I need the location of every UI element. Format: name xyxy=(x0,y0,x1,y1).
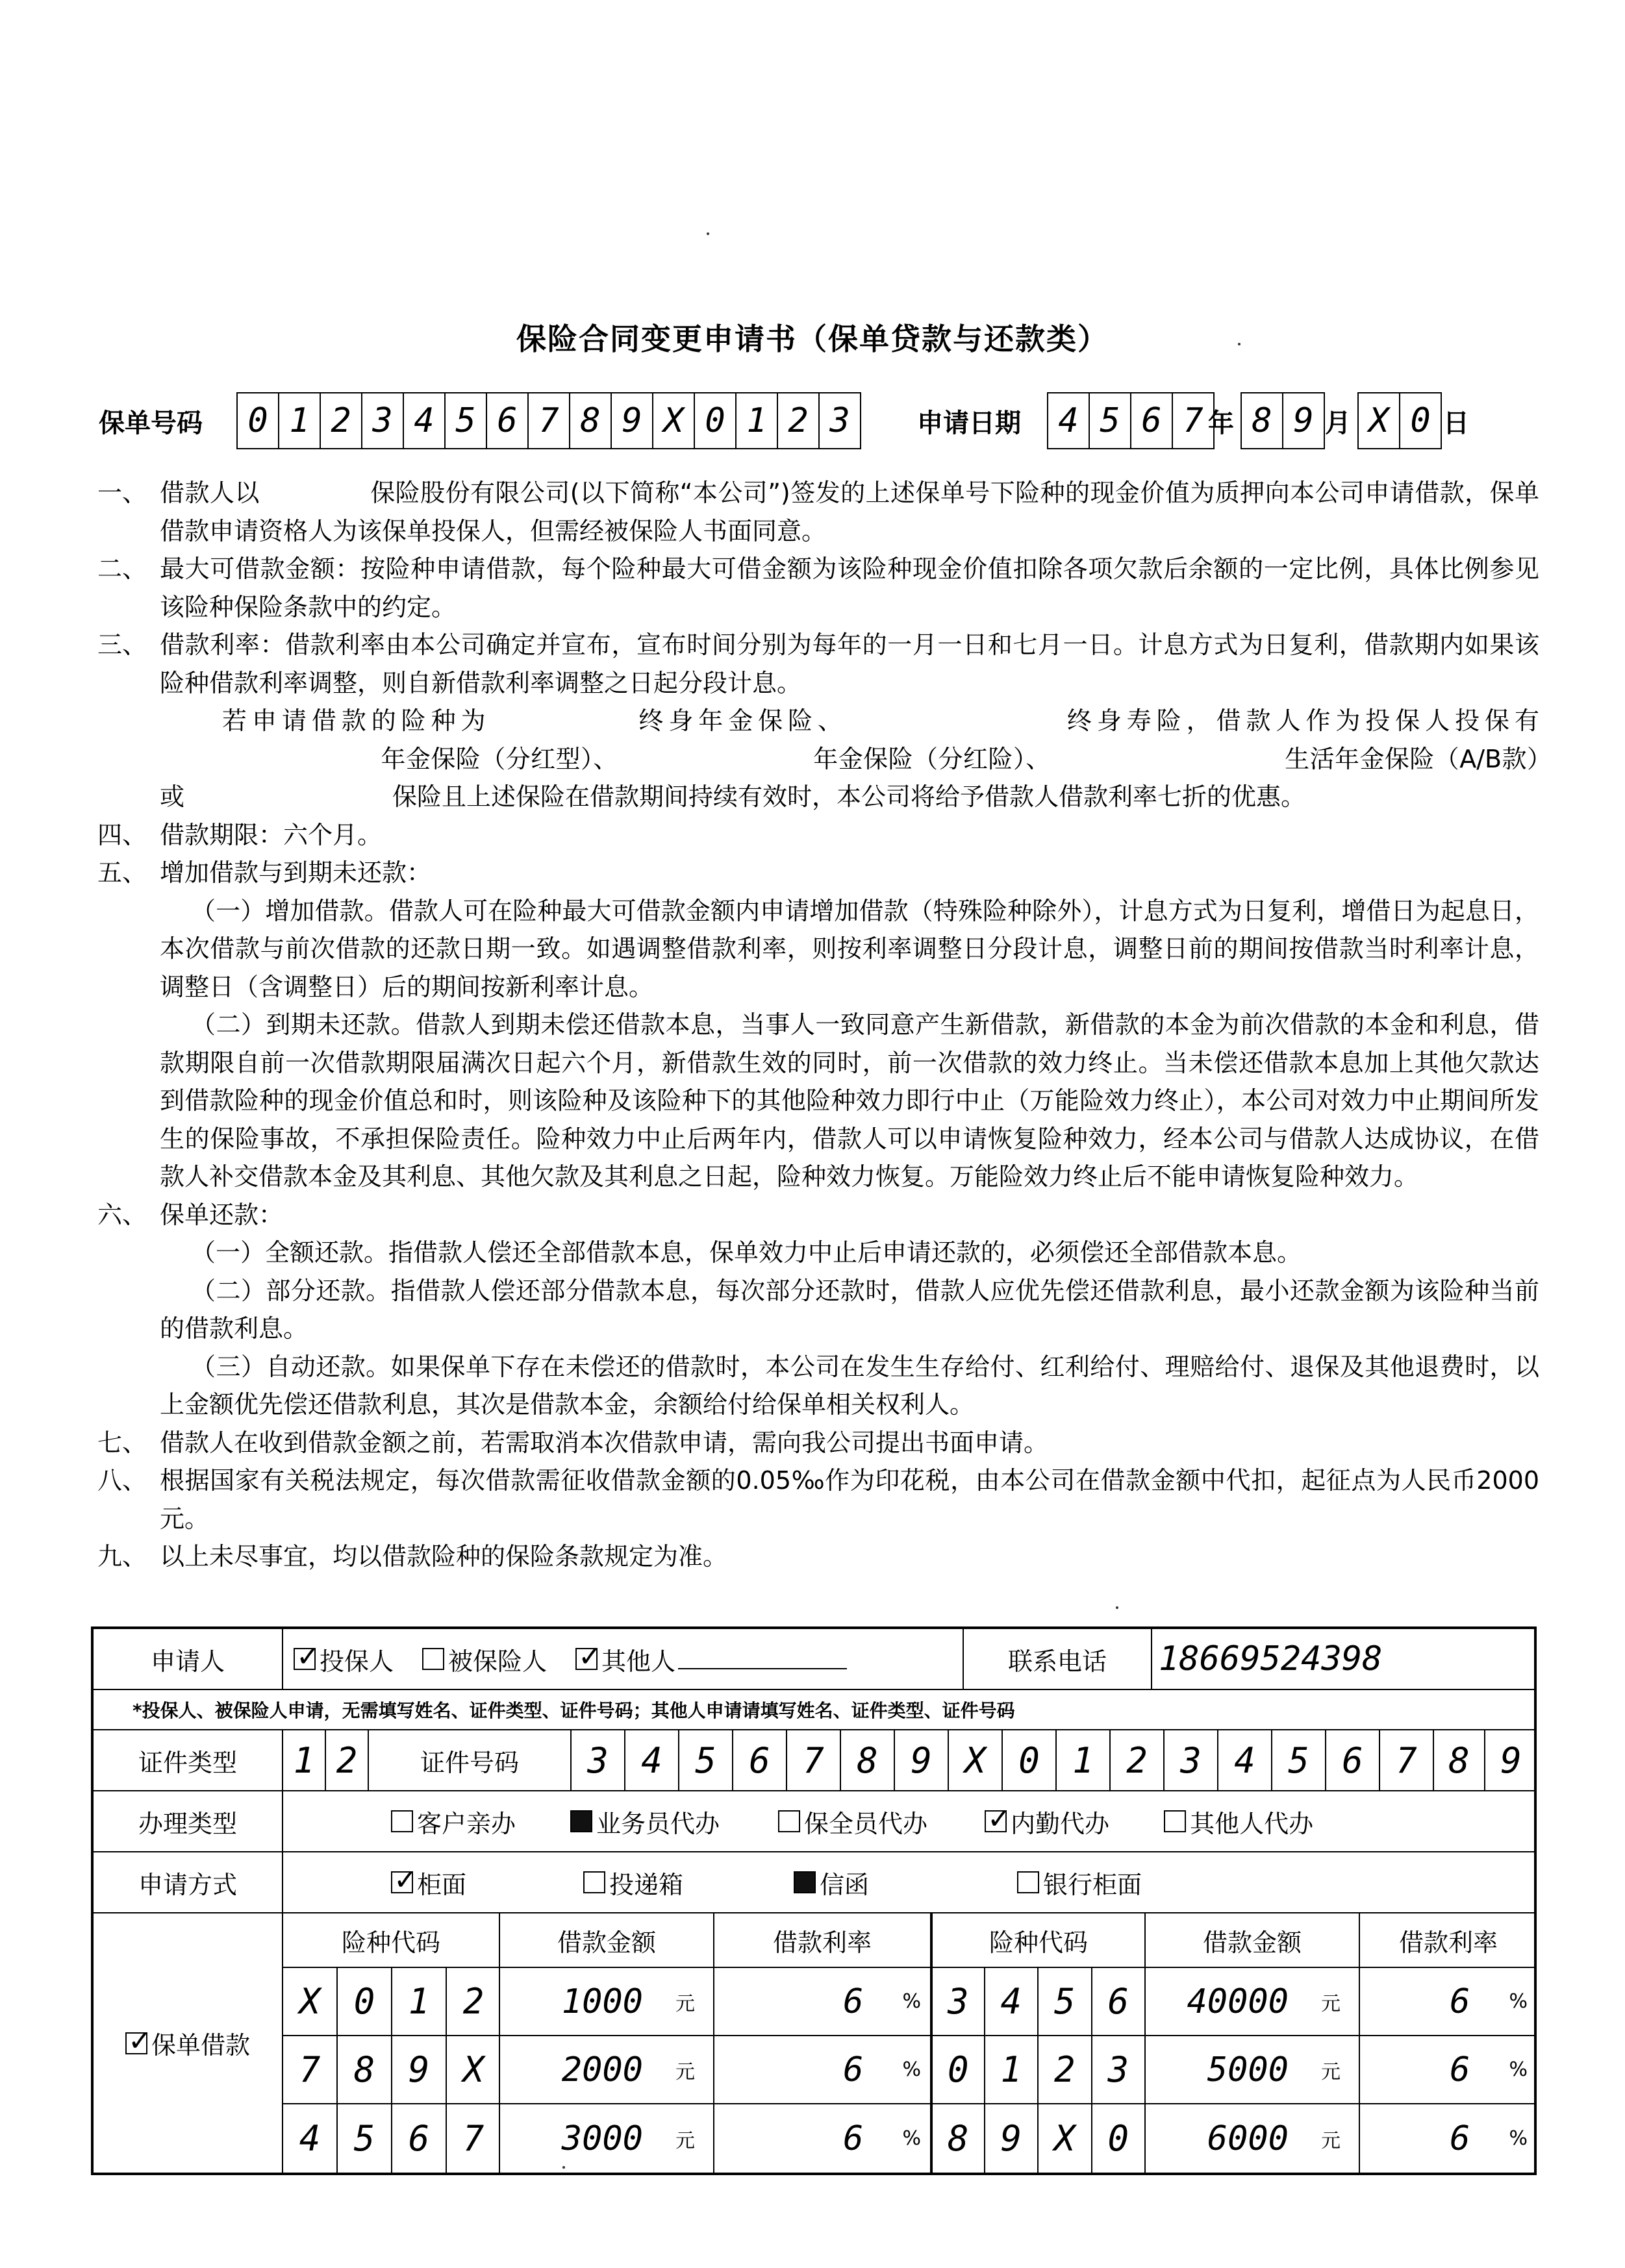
checkbox-preserver[interactable] xyxy=(778,1810,800,1832)
id-digit[interactable]: 8 xyxy=(840,1730,894,1790)
percent-unit: % xyxy=(1509,2058,1528,2081)
loan-code-digit[interactable]: 2 xyxy=(1037,2036,1091,2104)
loan-rate-cell[interactable] xyxy=(713,2036,930,2104)
scan-speck xyxy=(707,232,709,235)
loan-code-digit[interactable]: 4 xyxy=(984,1968,1038,2036)
id-digit[interactable]: 3 xyxy=(570,1730,624,1790)
percent-unit: % xyxy=(1509,2127,1528,2150)
loan-rate-cell[interactable] xyxy=(713,1968,930,2036)
loan-amount-cell[interactable] xyxy=(499,1968,713,2036)
option-label: 银行柜面 xyxy=(1043,1870,1142,1899)
checkbox-internal[interactable] xyxy=(985,1810,1007,1832)
id-digit[interactable]: 4 xyxy=(624,1730,678,1790)
option-label: 柜面 xyxy=(417,1870,467,1899)
loan-code-digit[interactable]: 1 xyxy=(391,1968,446,2036)
note-text: *投保人、被保险人申请，无需填写姓名、证件类型、证件号码；其他人申请请填写姓名、证件类型、证件号码 xyxy=(132,1700,1015,1721)
col-rate-header: 借款利率 xyxy=(713,1913,930,1968)
option-label: 被保险人 xyxy=(448,1647,548,1676)
year-digit[interactable]: 5 xyxy=(1089,392,1131,449)
percent-unit: % xyxy=(902,2058,921,2081)
option-label: 客户亲办 xyxy=(417,1809,516,1838)
loan-amount-cell[interactable] xyxy=(1144,2036,1359,2104)
clause-text: 借款利率：借款利率由本公司确定并宣布，宣布时间分别为每年的一月一日和七月一日。计息方式为日复利，借款期内如果该险种借款利率调整，则自新借款利率调整之日起分段计息。 xyxy=(160,630,1539,697)
checkbox-policyholder[interactable] xyxy=(294,1648,316,1670)
loan-rate-cell[interactable] xyxy=(713,2104,930,2173)
loan-code-digit[interactable]: 4 xyxy=(282,2104,336,2173)
option-label: 内勤代办 xyxy=(1011,1809,1110,1838)
clause-text: 借款人在收到借款金额之前，若需取消本次借款申请，需向我公司提出书面申请。 xyxy=(160,1428,1049,1457)
form-title: 保险合同变更申请书（保单贷款与还款类） xyxy=(516,321,1109,356)
col-amount-header: 借款金额 xyxy=(1144,1913,1359,1968)
clause-text: 最大可借款金额：按险种申请借款，每个险种最大可借金额为该险种现金价值扣除各项欠款后余额的一定比例，具体比例参见该险种保险条款中的约定。 xyxy=(160,555,1539,621)
loan-rate: 6 xyxy=(843,2050,864,2089)
checkbox-self[interactable] xyxy=(391,1810,413,1832)
checkbox-dropbox[interactable] xyxy=(583,1871,605,1893)
clause-6 xyxy=(97,1196,1539,1424)
checkbox-bank-counter[interactable] xyxy=(1017,1871,1039,1893)
year-digit[interactable]: 4 xyxy=(1047,392,1090,449)
id-row xyxy=(94,1730,1534,1791)
percent-unit: % xyxy=(902,2127,921,2150)
yuan-unit: 元 xyxy=(1321,2060,1341,2084)
clause-number: 九、 xyxy=(97,1542,147,1571)
clause-text: 终身年金保险、 xyxy=(633,706,848,735)
id-digit[interactable]: 2 xyxy=(1109,1730,1163,1790)
clause-text: 生活年金保险（A/B款）或 xyxy=(160,744,1539,811)
handle-options xyxy=(282,1791,1537,1851)
id-digit[interactable]: 1 xyxy=(1055,1730,1109,1790)
checkbox-counter[interactable] xyxy=(391,1871,413,1893)
loan-section xyxy=(94,1913,1534,2173)
checkbox-other-person[interactable] xyxy=(1164,1810,1186,1832)
policy-digit[interactable]: 3 xyxy=(361,392,404,449)
id-digit[interactable]: 5 xyxy=(1271,1730,1325,1790)
clause-number: 七、 xyxy=(97,1428,147,1457)
method-options xyxy=(282,1852,1537,1912)
other-name-field[interactable] xyxy=(678,1649,847,1669)
applicant-row xyxy=(94,1629,1534,1690)
loan-code-digit[interactable]: 0 xyxy=(336,1968,391,2036)
id-digit[interactable]: 7 xyxy=(786,1730,840,1790)
id-type-digit[interactable]: 2 xyxy=(325,1730,368,1790)
day-digit[interactable]: X xyxy=(1357,392,1400,449)
yuan-unit: 元 xyxy=(1321,1992,1341,2015)
clause-7 xyxy=(97,1424,1539,1462)
clause-number: 五、 xyxy=(97,858,147,887)
option-label: 保全员代办 xyxy=(804,1809,928,1838)
loan-rate-cell[interactable] xyxy=(1359,1968,1537,2036)
clause-number: 八、 xyxy=(97,1466,147,1495)
loan-amount-cell[interactable] xyxy=(1144,1968,1359,2036)
id-digit[interactable]: 7 xyxy=(1379,1730,1433,1790)
policy-no-label: 保单号码 xyxy=(99,408,203,438)
clause-1 xyxy=(97,474,1539,550)
checkbox-other[interactable] xyxy=(575,1648,598,1670)
clause-text: （二）到期未还款。借款人到期未偿还借款本息，当事人一致同意产生新借款，新借款的本金为前次借款的本金和利息，借款期限自前一次借款期限届满次日起六个月，新借款生效的同时，前一次借款的效力终止。当未偿还借款本息加上其他欠款达到借款险种的现金价值总和时，则该险种及该险种下的其他险种效力即行中止（万能险效力终止），本公司对效力中止期间所发生的保险事故，不承担保险责任。险种效力中止后两年内，借款人可以申请恢复险种效力，经本公司与借款人达成协议，在借款人补交借款本金及其利息、其他欠款及其利息之日起，险种效力恢复。万能险效力终止后不能申请恢复险种效力。 xyxy=(160,1010,1539,1191)
id-type-digit[interactable]: 1 xyxy=(282,1730,325,1790)
option-label: 投递箱 xyxy=(609,1870,684,1899)
clause-text: 终身寿险，借款人作为投保人投保有 xyxy=(1061,706,1539,735)
year-digit[interactable]: 6 xyxy=(1130,392,1173,449)
loan-code-digit[interactable]: 0 xyxy=(1091,2104,1145,2173)
policy-digit[interactable]: 2 xyxy=(320,392,362,449)
clause-4 xyxy=(97,816,1539,854)
id-digit[interactable]: 6 xyxy=(1325,1730,1379,1790)
handle-row xyxy=(94,1791,1534,1852)
year-label: 年 xyxy=(1208,408,1234,438)
clause-text: （一）增加借款。借款人可在险种最大可借款金额内申请增加借款（特殊险种除外），计息方式为日复利，增借日为起息日，本次借款与前次借款的还款日期一致。如遇调整借款利率，则按利率调整日分段计息，调整日前的期间按借款当时利率计息，调整日（含调整日）后的期间按新利率计息。 xyxy=(160,896,1539,1001)
loan-label: 保单借款 xyxy=(151,2031,250,2060)
phone-label: 联系电话 xyxy=(963,1629,1151,1689)
applicant-label: 申请人 xyxy=(150,1647,225,1676)
policy-digit[interactable]: 0 xyxy=(236,392,279,449)
id-digit[interactable]: 9 xyxy=(894,1730,948,1790)
col-code-header: 险种代码 xyxy=(282,1913,499,1968)
col-amount-header: 借款金额 xyxy=(499,1913,713,1968)
loan-code-digit[interactable]: X xyxy=(446,2036,500,2104)
loan-amount-cell[interactable] xyxy=(499,2036,713,2104)
id-digit[interactable]: 8 xyxy=(1433,1730,1484,1790)
option-label: 业务员代办 xyxy=(596,1809,720,1838)
yuan-unit: 元 xyxy=(675,2129,695,2152)
clauses xyxy=(97,474,1539,1576)
loan-code-digit[interactable]: 3 xyxy=(1091,2036,1145,2104)
phone-field[interactable]: 18669524398 xyxy=(1151,1629,1537,1689)
loan-code-digit[interactable]: 2 xyxy=(446,1968,500,2036)
clause-text: 若申请借款的险种为 xyxy=(222,706,491,735)
clause-number: 二、 xyxy=(97,555,147,583)
loan-amount: 2000 xyxy=(561,2050,643,2089)
clause-text: （二）部分还款。指借款人偿还部分借款本息，每次部分还款时，借款人应优先偿还借款利息，最小还款金额为该险种当前的借款利息。 xyxy=(160,1276,1539,1343)
clause-text: 以上未尽事宜，均以借款险种的保险条款规定为准。 xyxy=(160,1542,728,1571)
loan-rate-cell[interactable] xyxy=(1359,2104,1537,2173)
loan-rate: 6 xyxy=(1450,1982,1470,2021)
loan-code-digit[interactable]: 5 xyxy=(336,2104,391,2173)
loan-rate-cell[interactable] xyxy=(1359,2036,1537,2104)
checkbox-insured[interactable] xyxy=(422,1648,444,1670)
month-boxes[interactable] xyxy=(1242,392,1325,449)
option-label: 其他人 xyxy=(601,1647,676,1676)
checkbox-policy-loan[interactable] xyxy=(125,2032,147,2054)
application-table xyxy=(91,1626,1537,2175)
loan-code-digit[interactable]: 6 xyxy=(391,2104,446,2173)
loan-code-digit[interactable]: 7 xyxy=(282,2036,336,2104)
loan-amount: 1000 xyxy=(561,1982,643,2021)
policy-digit[interactable]: 0 xyxy=(694,392,737,449)
policy-digit[interactable]: 3 xyxy=(818,392,861,449)
loan-amount: 6000 xyxy=(1207,2119,1289,2158)
checkbox-agent[interactable] xyxy=(570,1810,592,1832)
yuan-unit: 元 xyxy=(675,2060,695,2084)
clause-text: 年金保险（分红险）、 xyxy=(812,744,1051,773)
loan-code-digit[interactable]: 7 xyxy=(446,2104,500,2173)
month-digit[interactable]: 9 xyxy=(1282,392,1325,449)
loan-label-cell xyxy=(94,1913,282,2173)
clause-text: 保险股份有限公司(以下简称“本公司”)签发的上述保单号下险种的现金价值为质押向本公司申请借款，保单借款申请资格人为该保单投保人，但需经被保险人书面同意。 xyxy=(160,479,1539,545)
loan-code-digit[interactable]: 8 xyxy=(336,2036,391,2104)
clause-number: 三、 xyxy=(97,630,147,659)
loan-rate: 6 xyxy=(843,1982,864,2021)
loan-code-digit[interactable]: 3 xyxy=(930,1968,984,2036)
id-no-label: 证件号码 xyxy=(368,1730,570,1790)
clause-number: 四、 xyxy=(97,820,147,849)
clause-text: 保单还款： xyxy=(160,1200,284,1229)
checkbox-letter[interactable] xyxy=(794,1871,816,1893)
method-row xyxy=(94,1852,1534,1913)
col-code-header: 险种代码 xyxy=(930,1913,1144,1968)
clause-text: 增加借款与到期未还款： xyxy=(160,858,432,887)
loan-code-digit[interactable]: 6 xyxy=(1091,1968,1145,2036)
clause-text: （三）自动还款。如果保单下存在未偿还的借款时，本公司在发生生存给付、红利给付、理赔给付、退保及其他退费时，以上金额优先偿还借款利息，其次是借款本金，余额给付给保单相关权利人。 xyxy=(160,1352,1539,1419)
policy-no-boxes[interactable] xyxy=(238,392,861,449)
loan-amount: 5000 xyxy=(1207,2050,1289,2089)
applicant-options xyxy=(282,1629,1059,1689)
loan-code-digit[interactable]: 1 xyxy=(984,2036,1038,2104)
id-digit[interactable]: 0 xyxy=(1001,1730,1055,1790)
policy-digit[interactable]: 5 xyxy=(444,392,487,449)
percent-unit: % xyxy=(1509,1990,1528,2013)
day-digit[interactable]: 0 xyxy=(1399,392,1442,449)
loan-code-digit[interactable]: 8 xyxy=(930,2104,984,2173)
clause-text: 借款人以 xyxy=(160,479,260,507)
policy-digit[interactable]: 9 xyxy=(611,392,653,449)
loan-amount-cell[interactable] xyxy=(1144,2104,1359,2173)
year-digit[interactable]: 7 xyxy=(1172,392,1215,449)
clause-5 xyxy=(97,854,1539,1196)
apply-date-label: 申请日期 xyxy=(917,408,1021,438)
clause-text: 年金保险（分红型）、 xyxy=(381,744,618,773)
loan-code-digit[interactable]: 9 xyxy=(391,2036,446,2104)
month-label: 月 xyxy=(1325,408,1351,438)
loan-code-digit[interactable]: 9 xyxy=(984,2104,1038,2173)
scan-speck xyxy=(1116,1606,1118,1609)
yuan-unit: 元 xyxy=(1321,2129,1341,2152)
day-boxes[interactable] xyxy=(1359,392,1442,449)
id-digit[interactable]: X xyxy=(948,1730,1001,1790)
id-digit[interactable]: 5 xyxy=(678,1730,732,1790)
loan-code-digit[interactable]: 0 xyxy=(930,2036,984,2104)
id-type-label: 证件类型 xyxy=(138,1748,237,1777)
clause-text: 保险且上述保险在借款期间持续有效时，本公司将给予借款人借款利率七折的优惠。 xyxy=(392,782,1306,811)
month-digit[interactable]: 8 xyxy=(1241,392,1283,449)
clause-9 xyxy=(97,1538,1539,1576)
option-label: 其他人代办 xyxy=(1190,1809,1314,1838)
loan-rate: 6 xyxy=(1450,2050,1470,2089)
option-label: 信函 xyxy=(820,1870,870,1899)
policy-digit[interactable]: 2 xyxy=(777,392,820,449)
clause-text: 根据国家有关税法规定，每次借款需征收借款金额的0.05‰作为印花税，由本公司在借款金额中代扣，起征点为人民币2000元。 xyxy=(160,1466,1539,1533)
loan-rate: 6 xyxy=(1450,2119,1470,2158)
clause-number: 一、 xyxy=(97,479,147,507)
policy-digit[interactable]: 1 xyxy=(278,392,321,449)
loan-amount-cell[interactable] xyxy=(499,2104,713,2173)
id-digit[interactable]: 6 xyxy=(732,1730,786,1790)
clause-text: 借款期限：六个月。 xyxy=(160,820,383,849)
id-digit[interactable]: 3 xyxy=(1163,1730,1217,1790)
loan-code-digit[interactable]: 5 xyxy=(1037,1968,1091,2036)
policy-digit[interactable]: 6 xyxy=(486,392,529,449)
col-rate-header: 借款利率 xyxy=(1359,1913,1537,1968)
note-row xyxy=(94,1690,1534,1730)
loan-amount: 3000 xyxy=(561,2119,643,2158)
loan-code-digit[interactable]: X xyxy=(282,1968,336,2036)
policy-digit[interactable]: 7 xyxy=(527,392,570,449)
year-boxes[interactable] xyxy=(1048,392,1215,449)
clause-number: 六、 xyxy=(97,1200,147,1229)
clause-3 xyxy=(97,626,1539,816)
method-label: 申请方式 xyxy=(138,1870,237,1899)
option-label: 投保人 xyxy=(320,1647,394,1676)
percent-unit: % xyxy=(902,1990,921,2013)
loan-rate: 6 xyxy=(843,2119,864,2158)
loan-amount: 40000 xyxy=(1187,1982,1289,2021)
id-digit[interactable]: 4 xyxy=(1217,1730,1271,1790)
yuan-unit: 元 xyxy=(675,1992,695,2015)
handle-label: 办理类型 xyxy=(138,1809,237,1838)
policy-digit[interactable]: 8 xyxy=(569,392,612,449)
id-digit[interactable]: 9 xyxy=(1484,1730,1537,1790)
loan-code-digit[interactable]: X xyxy=(1037,2104,1091,2173)
clause-8 xyxy=(97,1462,1539,1538)
clause-2 xyxy=(97,550,1539,626)
clause-text: （一）全额还款。指借款人偿还全部借款本息，保单效力中止后申请还款的，必须偿还全部借款本息。 xyxy=(191,1238,1302,1267)
policy-digit[interactable]: 4 xyxy=(403,392,446,449)
policy-digit[interactable]: X xyxy=(652,392,695,449)
policy-digit[interactable]: 1 xyxy=(735,392,778,449)
day-label: 日 xyxy=(1443,408,1469,438)
